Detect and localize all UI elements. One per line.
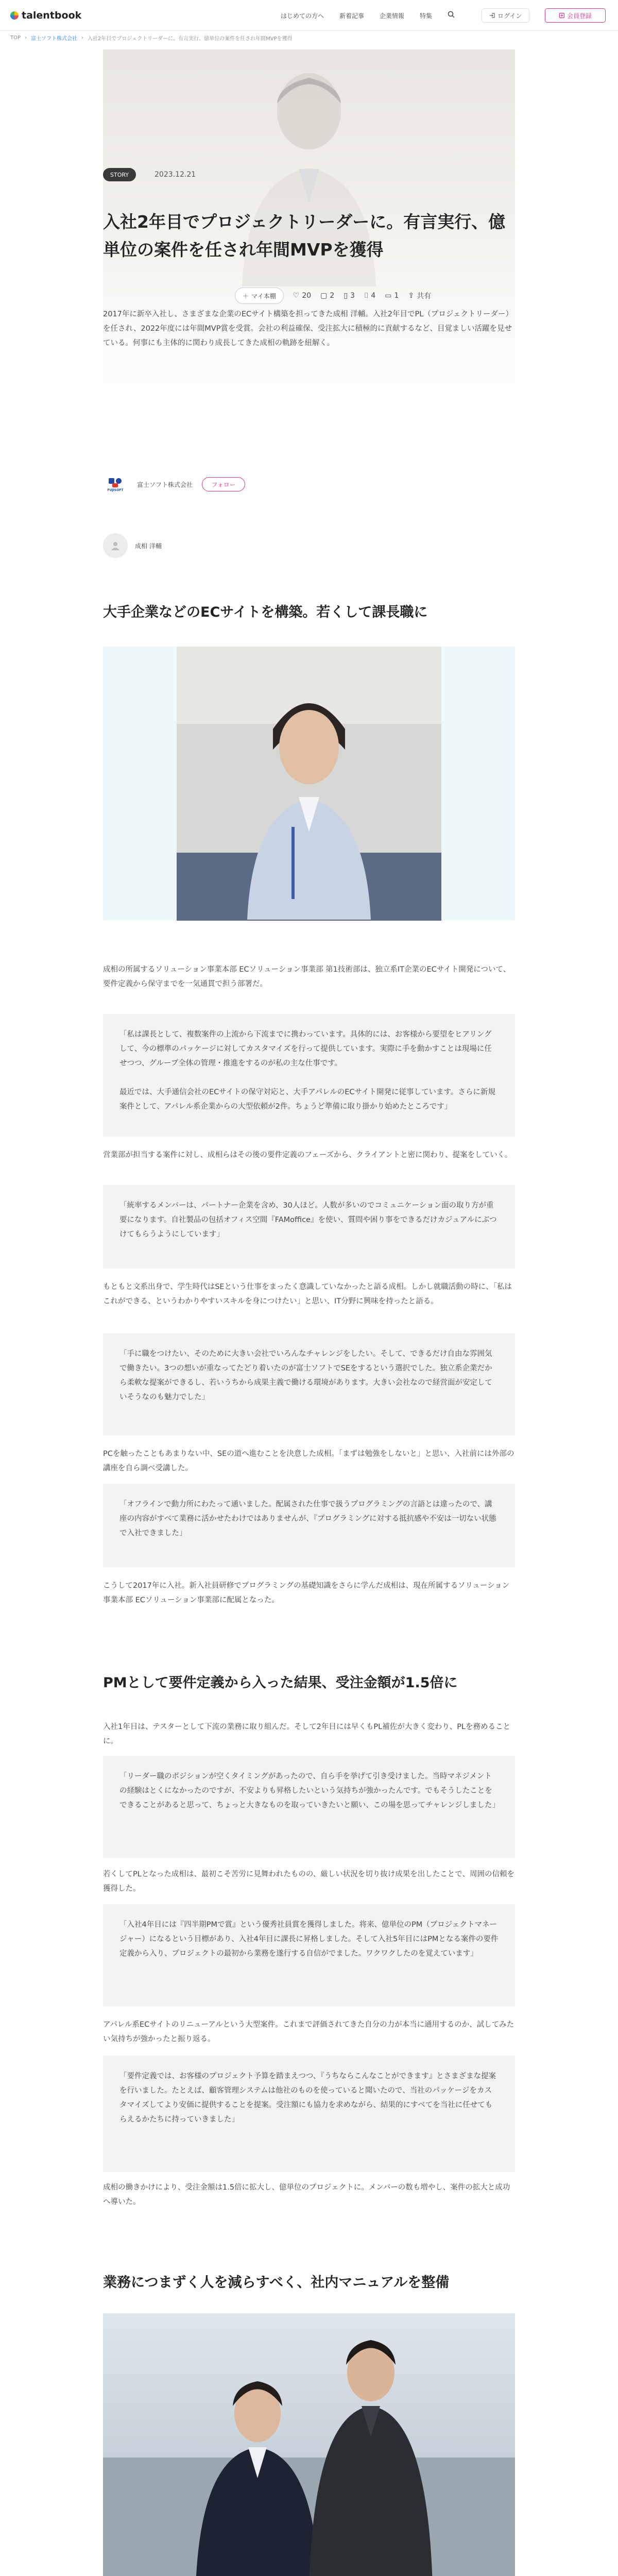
heart-icon: ♡ <box>293 292 300 300</box>
comment-icon: ▢ <box>320 292 328 300</box>
story-tag[interactable]: STORY <box>103 168 136 181</box>
like-button[interactable] <box>293 292 311 300</box>
body-paragraph: 入社1年目は、テスターとして下流の業務に取り組んだ。そして2年目には早くもPL補佐が大きく変わり、PLを務めることに。 <box>103 1723 511 1745</box>
company-card <box>103 472 245 497</box>
brand-mark-icon <box>10 11 19 20</box>
comment-button[interactable] <box>320 292 334 300</box>
view-count: 1 <box>394 292 399 300</box>
quote-block <box>103 1484 515 1567</box>
main-nav <box>281 0 455 31</box>
company-name[interactable]: 富士ソフト株式会社 <box>137 481 193 488</box>
breadcrumb-current: 入社2年目でプロジェクトリーダーに。有言実行、億単位の案件を任され年間MVPを獲得 <box>88 36 293 42</box>
share-label: 共有 <box>417 292 432 300</box>
quote-block <box>103 1185 515 1268</box>
register-label: 会員登録 <box>566 12 592 20</box>
view-counter <box>385 292 399 300</box>
brand-logo[interactable] <box>10 10 81 21</box>
person-name[interactable]: 成相 洋輔 <box>135 542 162 550</box>
publish-date: 2023.12.21 <box>154 171 196 179</box>
register-button[interactable] <box>545 8 606 23</box>
body-paragraph: 若くしてPLとなった成相は、最初こそ苦労に見舞われたものの、厳しい状況を切り抜け成果を出したことで、周囲の信頼を獲得した。 <box>103 1870 514 1893</box>
like-count: 20 <box>302 292 312 300</box>
user-icon <box>110 540 121 551</box>
nav-features[interactable]: 特集 <box>420 12 433 20</box>
quote-text: 「オフラインで動力所にわたって通いました。配属された仕事で扱うプログラミングの言語とは違ったので、講座の内容がすべて業務に活かせたわけではありませんが、『プログラミングに対する抵抗感や不安は一切ない状態で入社できました」 <box>119 1500 496 1537</box>
repost-count: 3 <box>350 292 355 300</box>
quote-block <box>103 1904 515 2006</box>
section-heading-2: PMとして要件定義から入った結果、受注金額が1.5倍に <box>103 1675 458 1691</box>
comment-count: 2 <box>330 292 335 300</box>
share-icon: ⇪ <box>408 292 415 300</box>
register-icon <box>559 12 565 19</box>
save-button[interactable] <box>364 292 375 300</box>
breadcrumb-separator-icon: › <box>81 35 84 41</box>
quote-text: 「入社4年目には『四半期PMで賞』という優秀社員賞を獲得しました。将来、億単位のPM（プロジェクトマネージャー）になるという目標があり、入社4年目に課長に昇格しました。そして入社5年目にはPMとなる案件の要件定義から入り、プロジェクトの最初から業務を遂行する自信がでました。ワクワクしたのを覚えています」 <box>119 1921 499 1958</box>
save-count: 4 <box>371 292 376 300</box>
mylist-label: マイ本棚 <box>251 292 276 300</box>
author-card <box>103 533 162 558</box>
quote-text: 「統率するメンバーは、パートナー企業を含め、30人ほど。人数が多いのでコミュニケーション面の取り方が重要になります。自社製品の包括オフィス空間『FAMoffice』を使い、質問や困り事をできるだけカジュアルにぶつけてもらうようにしています」 <box>119 1201 497 1239</box>
interview-photo-1 <box>103 647 515 921</box>
body-paragraph: もともと文系出身で、学生時代はSEという仕事をまったく意識していなかったと語る成相。しかし就職活動の時に、「私はこれができる、というわかりやすいスキルを身につけたい」と思い、IT分野に興味を持ったと語る。 <box>103 1283 512 1306</box>
share-button[interactable] <box>408 291 431 301</box>
body-paragraph: アパレル系ECサイトのリニューアルという大型案件。これまで評価されてきた自分の力が本当に通用するのか、試してみたい気持ちが強かったと振り返る。 <box>103 2021 514 2043</box>
breadcrumb-company[interactable]: 富士ソフト株式会社 <box>31 36 78 42</box>
mylist-button[interactable] <box>235 287 284 304</box>
quote-block <box>103 1756 515 1858</box>
body-paragraph: 営業部が担当する案件に対し、成相らはその後の要件定義のフェーズから、クライアントと密に関わり、提案をしていく。 <box>103 1151 512 1159</box>
body-paragraph: こうして2017年に入社。新入社員研修でプログラミングの基礎知識をさらに学んだ成相は、現在所属するソリューション事業本部 ECソリューション事業部に配属となった。 <box>103 1582 510 1604</box>
quote-text: 「私は課長として、複数案件の上流から下流までに携わっています。具体的には、お客様から要望をヒアリングして、今の標準のパッケージに対してカスタマイズを行って提供しています。実際に手を動かすことは現場に任せつつ、グループ全体の管理・推進をするのが私の主な仕事です。 <box>119 1030 492 1067</box>
body-paragraph: 成相の働きかけにより、受注金額は1.5倍に拡大し、億単位のプロジェクトに。メンバーの数も増やし、案件の拡大と成功へ導いた。 <box>103 2183 510 2206</box>
login-button[interactable] <box>482 8 529 23</box>
section-heading-3: 業務につまずく人を減らすべく、社内マニュアルを整備 <box>103 2275 450 2291</box>
site-header <box>0 0 618 31</box>
avatar[interactable] <box>103 533 128 558</box>
bookmark-icon: ⌷ <box>364 292 369 300</box>
body-paragraph: PCを触ったこともあまりない中、SEの道へ進むことを決意した成相。「まずは勉強をしないと」と思い、入社前には外部の講座を自ら調べ受講した。 <box>103 1450 514 1472</box>
breadcrumb-separator-icon: › <box>25 35 27 41</box>
follow-button[interactable]: フォロー <box>202 477 245 492</box>
brand-name: talentbook <box>22 9 82 21</box>
article-lead: 2017年に新卒入社し、さまざまな企業のECサイト構築を担ってきた成相 洋輔。入社2年目でPL（プロジェクトリーダー）を任され、2022年度には年間MVP賞を受賞。会社の利益確保、受注拡大に積極的に貢献するなど、目覚ましい活躍を見せている。何事にも主体的に関わり成長してきた成相の軌跡を紐解く。 <box>103 310 513 347</box>
section-heading-1: 大手企業などのECサイトを構築。若くして課長職に <box>103 604 428 620</box>
repost-button[interactable] <box>344 292 355 300</box>
search-icon[interactable] <box>448 11 455 20</box>
breadcrumb-top[interactable]: TOP <box>10 35 21 41</box>
quote-block <box>103 2056 515 2172</box>
quote-text: 「手に職をつけたい、そのために大きい会社でいろんなチャレンジをしたい。そして、できるだけ自由な雰囲気で働きたい。3つの想いが重なってたどり着いたのが富士ソフトでSEをするという選択でした。独立系企業だから柔軟な提案ができるし、若いうちから成果主義で働ける環境があります。大きい会社なので経営面が安定していそうなのも魅力でした」 <box>119 1350 492 1401</box>
breadcrumb <box>10 34 293 42</box>
quote-block <box>103 1333 515 1435</box>
company-logo[interactable] <box>103 472 128 497</box>
repost-icon: ▯ <box>344 292 348 300</box>
nav-companies[interactable]: 企業情報 <box>380 12 405 20</box>
quote-text: 「要件定義では、お客様のプロジェクト予算を踏まえつつ、『うちならこんなことができます』とさまざまな提案を行いました。たとえば、顧客管理システムは他社のものを使っていると聞いたので、当社のパッケージをカスタマイズしてより安価に提供することを提案。受注額にも協力を求めながら、結果的にすべてを当社に任せてもらえるかたちに持っていきました」 <box>119 2072 496 2124</box>
document-icon: ▭ <box>385 292 392 300</box>
quote-text: 「リーダー職のポジションが空くタイミングがあったので、自ら手を挙げて引き受けました。当時マネジメントの経験はとくになかったのですが、不安よりも昇格したいという気持ちが強かったんです。でもそうしたことをできることがあると思って、ちょっと大きなものを取っていきたいと願い、この場を思ってチャレンジしました」 <box>119 1772 500 1809</box>
login-icon <box>489 12 495 19</box>
quote-text: 最近では、大手通信会社のECサイトの保守対応と、大手アパレルのECサイト開発に従事しています。さらに新規案件として、アパレル系企業からの大型依頼が2件。ちょうど準備に取り掛かり始めたところです」 <box>119 1088 495 1111</box>
body-paragraph: 成相の所属するソリューション事業本部 ECソリューション事業部 第1技術部は、独立系IT企業のECサイト開発について、要件定義から保守までを一気通貫で担う部署だ。 <box>103 965 511 988</box>
nav-first-time[interactable]: はじめての方へ <box>281 12 324 20</box>
plus-icon: ＋ <box>243 292 249 300</box>
company-logo-text: FUJISOFT <box>107 488 124 492</box>
page-title: 入社2年目でプロジェクトリーダーに。有言実行、億単位の案件を任され年間MVPを獲得 <box>103 212 506 260</box>
nav-new-articles[interactable]: 新着記事 <box>339 12 365 20</box>
login-label: ログイン <box>497 12 522 20</box>
article-actions <box>235 286 431 305</box>
quote-block <box>103 1014 515 1137</box>
interview-photo-2 <box>103 2313 515 2576</box>
